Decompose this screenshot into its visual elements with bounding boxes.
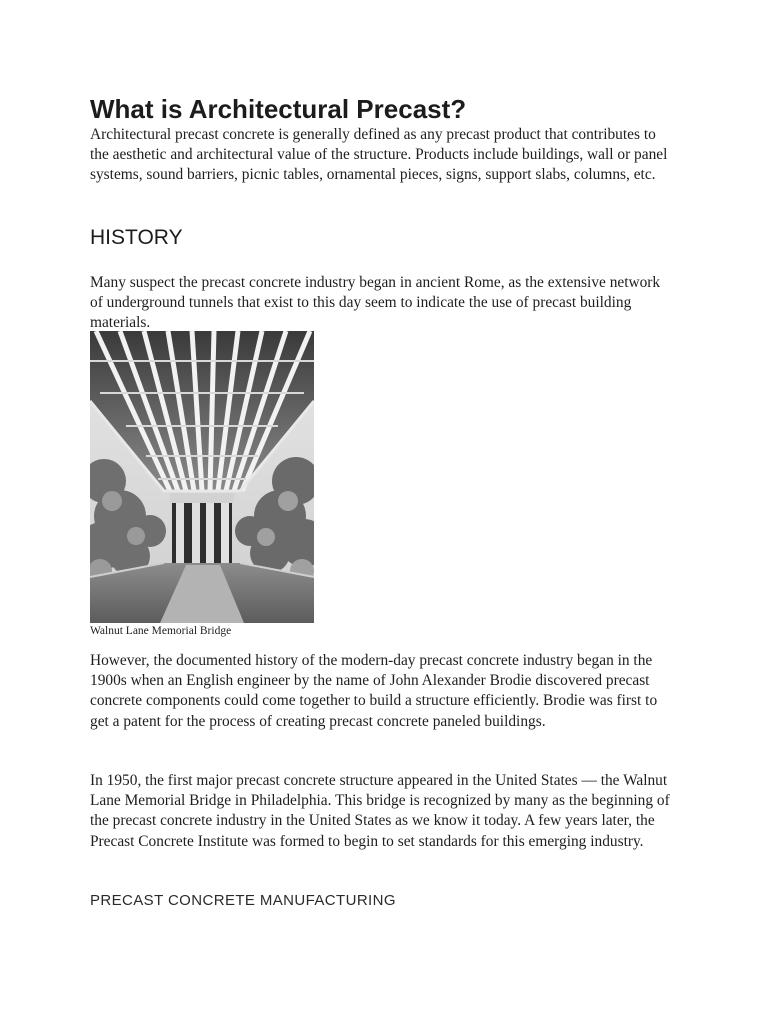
bridge-photo xyxy=(90,331,314,623)
history-paragraph-rome: Many suspect the precast concrete industry began in ancient Rome, as the extensive network of underground tunnels that exist to this day seem to indicate the use of precast building materials. xyxy=(90,274,661,332)
bridge-photo-illustration xyxy=(90,331,314,623)
history-paragraph-1950: In 1950, the first major precast concrete structure appeared in the United States — the Walnut Lane Memorial Bridge in Philadelphia. This bridge is recognized by many as the beginning of the precast concrete industry in the United States as we know it today. A few years later, the Precast Concrete Institute was formed to begin to set standards for this emerging industry. xyxy=(90,772,670,850)
photo-caption: Walnut Lane Memorial Bridge xyxy=(90,625,232,637)
page-title: What is Architectural Precast? xyxy=(90,94,467,124)
history-paragraph-brodie: However, the documented history of the modern-day precast concrete industry began in the 1900s when an English engineer by the name of John Alexander Brodie discovered precast concrete components could come together to build a structure efficiently. Brodie was first to get a patent for the process of creating precast concrete paneled buildings. xyxy=(90,652,658,730)
intro-paragraph: Architectural precast concrete is generally defined as any precast product that contributes to the aesthetic and architectural value of the structure. Products include buildings, wall or panel systems, sound barriers, picnic tables, ornamental pieces, signs, support slabs, columns, etc. xyxy=(90,126,668,184)
history-heading: HISTORY xyxy=(90,226,183,249)
manufacturing-heading: PRECAST CONCRETE MANUFACTURING xyxy=(90,892,396,909)
